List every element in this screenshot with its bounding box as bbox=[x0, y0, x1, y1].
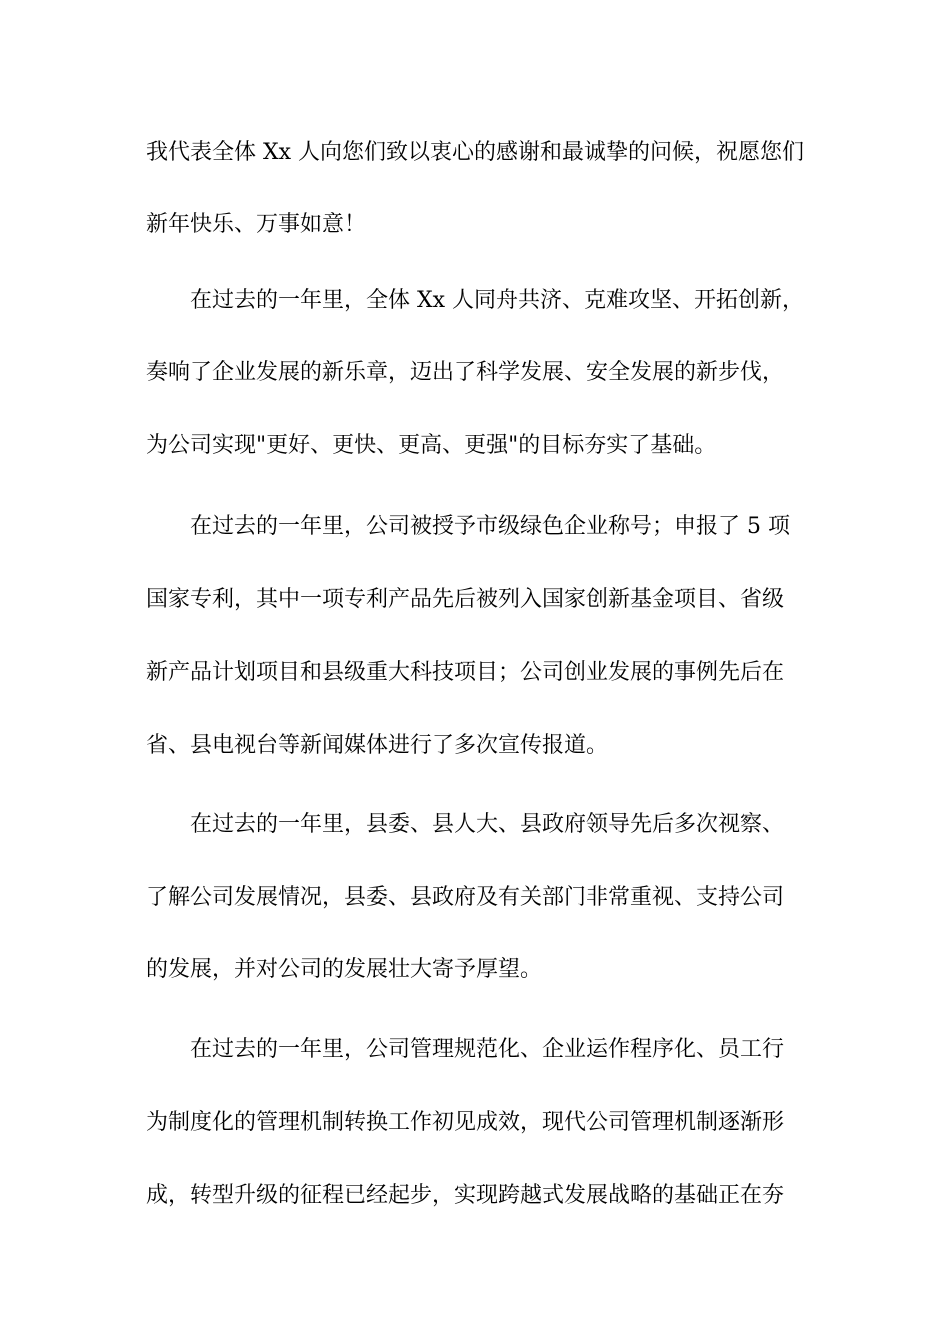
text-line: 的发展，并对公司的发展壮大寄予厚望。 bbox=[146, 957, 543, 982]
text-line: 为制度化的管理机制转换工作初见成效，现代公司管理机制逐渐形 bbox=[146, 1110, 785, 1135]
text-line: 在过去的一年里，全体 Xx 人同舟共济、克难攻坚、开拓创新， bbox=[190, 288, 805, 313]
text-line: 在过去的一年里，县委、县人大、县政府领导先后多次视察、 bbox=[190, 812, 785, 837]
text-line: 成，转型升级的征程已经起步，实现跨越式发展战略的基础正在夯 bbox=[146, 1183, 785, 1208]
text-line: 省、县电视台等新闻媒体进行了多次宣传报道。 bbox=[146, 733, 609, 758]
text-line: 我代表全体 Xx 人向您们致以衷心的感谢和最诚挚的问候，祝愿您们 bbox=[146, 140, 805, 165]
text-line: 国家专利，其中一项专利产品先后被列入国家创新基金项目、省级 bbox=[146, 587, 785, 612]
text-line: 奏响了企业发展的新乐章，迈出了科学发展、安全发展的新步伐， bbox=[146, 360, 785, 385]
text-line: 新年快乐、万事如意！ bbox=[146, 212, 367, 237]
text-line: 在过去的一年里，公司管理规范化、企业运作程序化、员工行 bbox=[190, 1037, 785, 1062]
text-line: 新产品计划项目和县级重大科技项目；公司创业发展的事例先后在 bbox=[146, 660, 785, 685]
text-line: 了解公司发展情况，县委、县政府及有关部门非常重视、支持公司 bbox=[146, 885, 785, 910]
text-line: 在过去的一年里，公司被授予市级绿色企业称号；申报了 5 项 bbox=[190, 514, 790, 539]
text-line: 为公司实现"更好、更快、更高、更强"的目标夯实了基础。 bbox=[146, 433, 717, 458]
